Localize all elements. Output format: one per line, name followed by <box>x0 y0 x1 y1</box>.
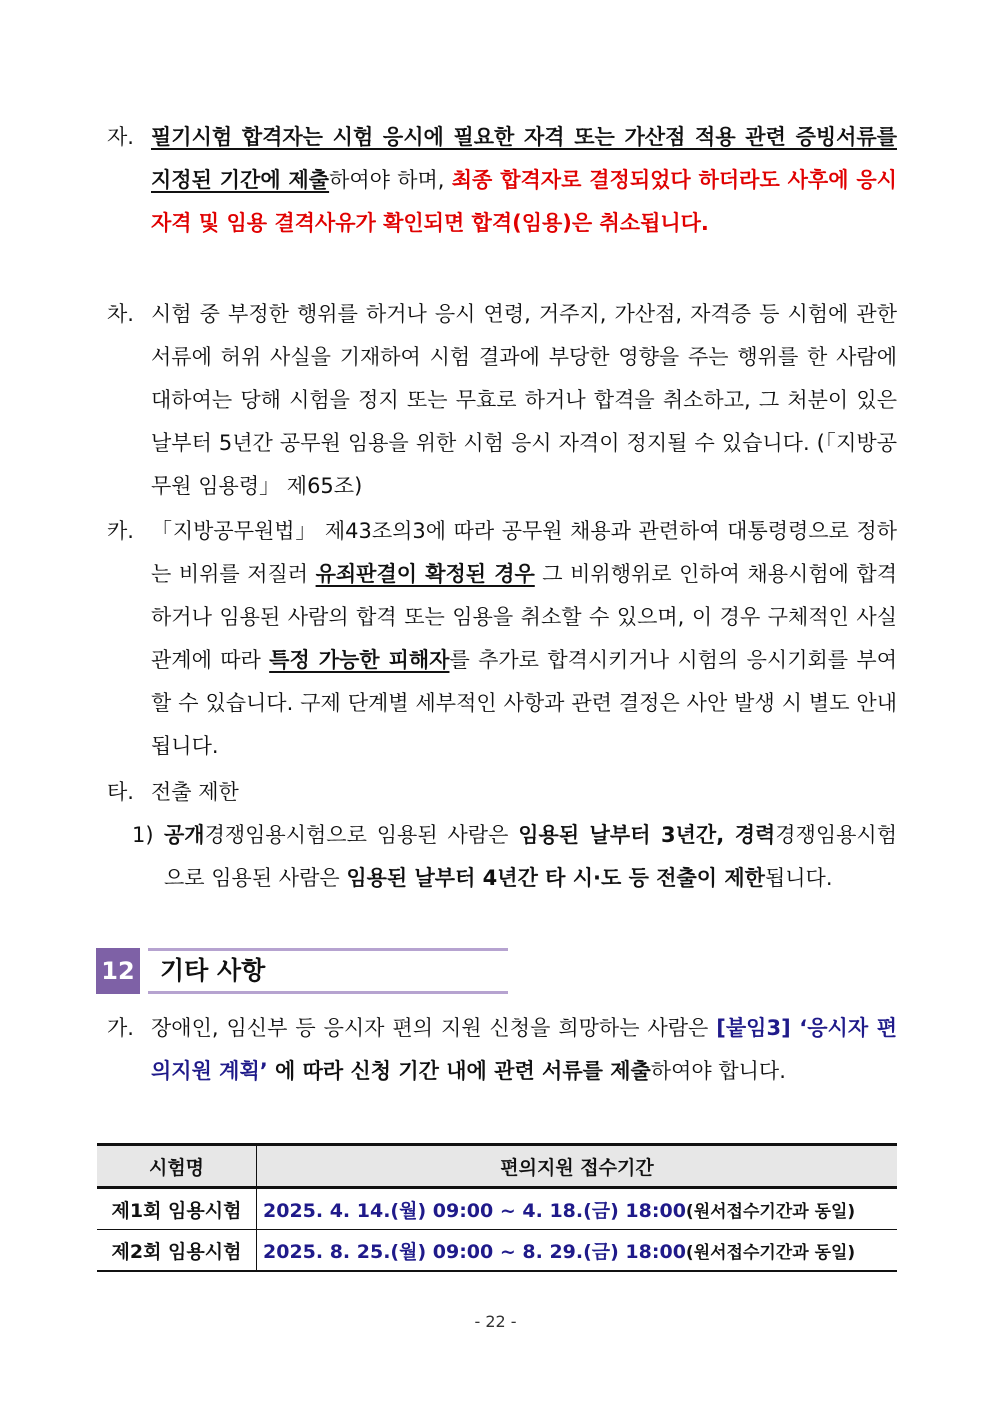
period-cell <box>257 1188 898 1230</box>
exam-name-cell: 제1회 임용시험 <box>97 1188 257 1230</box>
section-number: 12 <box>96 948 140 994</box>
emphasis-underlined: 필기시험 합격자는 시험 응시에 필요한 자격 또는 가산점 적용 관련 증빙서류를 지정된 기간에 제출 <box>151 125 897 192</box>
section-header <box>96 948 508 994</box>
table-row <box>97 1230 897 1272</box>
plain-text: 됩니다. <box>764 866 833 890</box>
plain-text: 하여야 하며, <box>329 168 452 192</box>
column-header-exam: 시험명 <box>97 1145 257 1188</box>
emphasis-bold: 공개 <box>164 823 205 847</box>
subitem-text <box>164 814 897 900</box>
emphasis-bold: 임용된 날부터 3년간, 경력 <box>518 823 776 847</box>
item-ta <box>107 771 897 814</box>
period-note: (원서접수기간과 동일) <box>685 1201 856 1222</box>
emphasis-bold: 에 따라 신청 기간 내에 관련 서류를 제출 <box>267 1059 651 1083</box>
subitem-marker: 1) <box>132 823 154 847</box>
period-text: 2025. 4. 14.(월) 09:00 ~ 4. 18.(금) 18:00 <box>263 1199 686 1222</box>
column-header-period: 편의지원 접수기간 <box>257 1145 898 1188</box>
plain-text: 경쟁임용시험으로 임용된 사람은 <box>204 823 519 847</box>
support-schedule-table <box>97 1143 897 1272</box>
section-title: 기타 사항 <box>148 948 508 994</box>
exam-name-cell: 제2회 임용시험 <box>97 1230 257 1272</box>
item-marker: 가. <box>107 1016 134 1040</box>
item-text: 시험 중 부정한 행위를 하거나 응시 연령, 거주지, 가산점, 자격증 등 시험에 관한 서류에 허위 사실을 기재하여 시험 결과에 부당한 영향을 주는 행위를 한 사람에 대하여는 당해 시험을 정지 또는 무효로 하거나 합격을 취소하고, 그 처분이 있은 날부터 5년간 공무원 임용을 위한 시험 응시 자격이 정지될 수 있습니다. (「지방공무원 임용령」 제65조) <box>151 302 897 498</box>
item-marker: 타. <box>107 780 134 804</box>
item-marker: 차. <box>107 302 134 326</box>
item-text <box>151 1007 897 1093</box>
period-cell <box>257 1230 898 1272</box>
attachment-reference: [붙임3] ‘응시자 편의지원 계획’ <box>151 1016 897 1083</box>
plain-text: 「지방공무원법」 제43조의3에 따라 공무원 채용과 관련하여 대통령령으로 정하는 비위를 저질러 <box>151 519 897 586</box>
plain-text: 그 비위행위로 인하여 채용시험에 합격하거나 임용된 사람의 합격 또는 임용을 취소할 수 있으며, 이 경우 구체적인 사실관계에 따라 <box>151 562 897 672</box>
table-row <box>97 1188 897 1230</box>
item-text: 전출 제한 <box>151 780 239 804</box>
item-marker: 자. <box>107 125 134 149</box>
plain-text: 하여야 합니다. <box>650 1059 786 1083</box>
page-number: - 22 - <box>474 1312 517 1331</box>
item-ja <box>107 116 897 245</box>
plain-text: 경쟁임용시험으로 임용된 사람은 <box>164 823 897 890</box>
item-cha <box>107 293 897 508</box>
emphasis-red: 최종 합격자로 결정되었다 하더라도 사후에 응시 자격 및 임용 결격사유가 확인되면 합격(임용)은 취소됩니다. <box>151 168 897 235</box>
subitem-1 <box>132 814 897 900</box>
table-header-row <box>97 1145 897 1188</box>
plain-text: 장애인, 임신부 등 응시자 편의 지원 신청을 희망하는 사람은 <box>151 1016 717 1040</box>
plain-text: 를 추가로 합격시키거나 시험의 응시기회를 부여할 수 있습니다. 구제 단계별 세부적인 사항과 관련 결정은 사안 발생 시 별도 안내됩니다. <box>151 648 897 758</box>
item-ka <box>107 510 897 768</box>
item-marker: 카. <box>107 519 134 543</box>
item-ga <box>107 1007 897 1093</box>
period-text: 2025. 8. 25.(월) 09:00 ~ 8. 29.(금) 18:00 <box>263 1240 686 1263</box>
item-text <box>151 510 897 768</box>
emphasis-bold: 임용된 날부터 4년간 타 시·도 등 전출이 제한 <box>346 866 765 890</box>
period-note: (원서접수기간과 동일) <box>685 1242 856 1263</box>
item-text <box>151 116 897 245</box>
emphasis-underlined: 유죄판결이 확정된 경우 <box>315 562 535 586</box>
emphasis-underlined: 특정 가능한 피해자 <box>269 648 450 672</box>
